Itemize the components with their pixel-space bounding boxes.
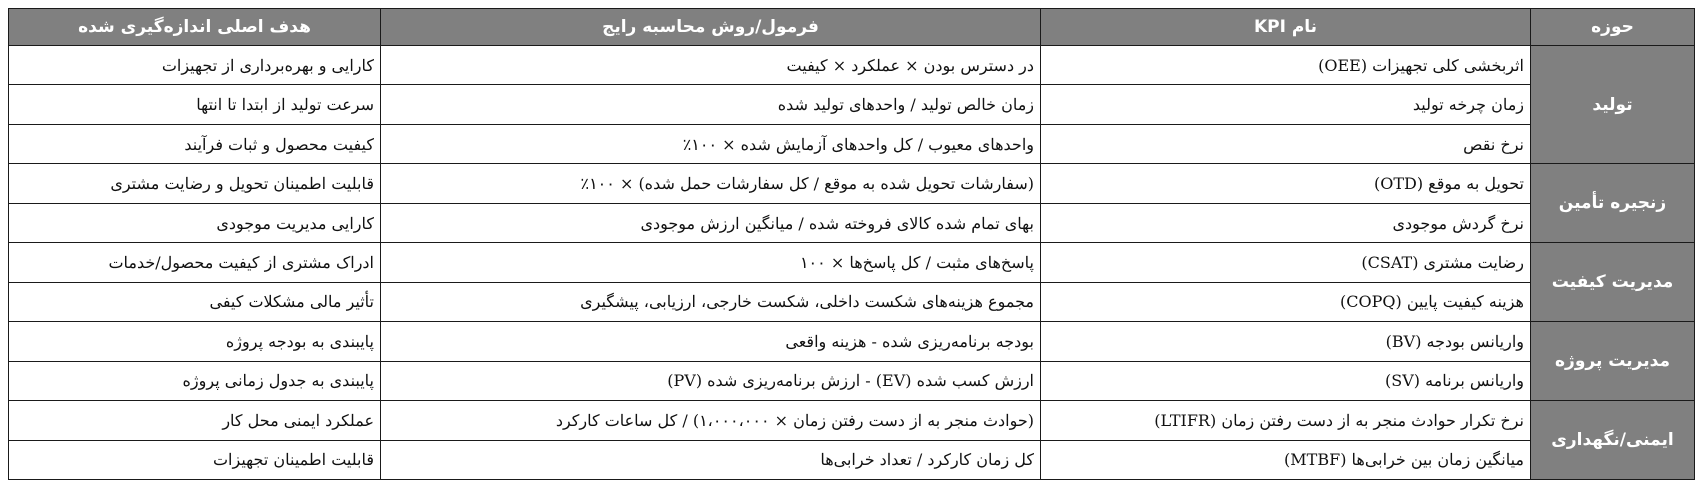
goal-cell: سرعت تولید از ابتدا تا انتها [9, 85, 381, 124]
goal-cell: قابلیت اطمینان تجهیزات [9, 440, 381, 479]
goal-cell: پایبندی به جدول زمانی پروژه [9, 361, 381, 400]
formula-cell: زمان خالص تولید / واحدهای تولید شده [381, 85, 1041, 124]
table-row [9, 282, 1695, 321]
formula-cell: در دسترس بودن × عملکرد × کیفیت [381, 46, 1041, 85]
formula-cell: پاسخ‌های مثبت / کل پاسخ‌ها × ۱۰۰ [381, 243, 1041, 282]
formula-cell: کل زمان کارکرد / تعداد خرابی‌ها [381, 440, 1041, 479]
goal-cell: قابلیت اطمینان تحویل و رضایت مشتری [9, 164, 381, 203]
formula-cell: واحدهای معیوب / کل واحدهای آزمایش شده × ۱۰۰٪ [381, 124, 1041, 163]
goal-cell: کارایی و بهره‌برداری از تجهیزات [9, 46, 381, 85]
table-row [9, 322, 1695, 361]
formula-cell: (حوادث منجر به از دست رفتن زمان × ۱،۰۰۰،۰۰۰) / کل ساعات کارکرد [381, 401, 1041, 440]
formula-cell: بهای تمام شده کالای فروخته شده / میانگین ارزش موجودی [381, 203, 1041, 242]
formula-cell: بودجه برنامه‌ریزی شده - هزینه واقعی [381, 322, 1041, 361]
table-row [9, 203, 1695, 242]
kpi-table [8, 8, 1695, 480]
formula-cell: ارزش کسب شده (EV) - ارزش برنامه‌ریزی شده (PV) [381, 361, 1041, 400]
kpi-name-cell: میانگین زمان بین خرابی‌ها (MTBF) [1041, 440, 1531, 479]
goal-cell: تأثیر مالی مشکلات کیفی [9, 282, 381, 321]
table-row [9, 243, 1695, 282]
domain-cell-supply-chain: زنجیره تأمین [1531, 164, 1695, 243]
header-goal: هدف اصلی اندازه‌گیری شده [9, 9, 381, 46]
table-row [9, 164, 1695, 203]
table-row [9, 46, 1695, 85]
kpi-name-cell: واریانس بودجه (BV) [1041, 322, 1531, 361]
goal-cell: کیفیت محصول و ثبات فرآیند [9, 124, 381, 163]
kpi-name-cell: زمان چرخه تولید [1041, 85, 1531, 124]
header-formula: فرمول/روش محاسبه رایج [381, 9, 1041, 46]
kpi-name-cell: هزینه کیفیت پایین (COPQ) [1041, 282, 1531, 321]
table-header [9, 9, 1695, 46]
domain-cell-production: تولید [1531, 46, 1695, 164]
formula-cell: (سفارشات تحویل شده به موقع / کل سفارشات حمل شده) × ۱۰۰٪ [381, 164, 1041, 203]
kpi-name-cell: تحویل به موقع (OTD) [1041, 164, 1531, 203]
kpi-name-cell: اثربخشی کلی تجهیزات (OEE) [1041, 46, 1531, 85]
table-row [9, 401, 1695, 440]
header-row [9, 9, 1695, 46]
goal-cell: کارایی مدیریت موجودی [9, 203, 381, 242]
table-row [9, 124, 1695, 163]
kpi-name-cell: نرخ تکرار حوادث منجر به از دست رفتن زمان (LTIFR) [1041, 401, 1531, 440]
goal-cell: ادراک مشتری از کیفیت محصول/خدمات [9, 243, 381, 282]
kpi-name-cell: واریانس برنامه (SV) [1041, 361, 1531, 400]
domain-cell-safety-maintenance: ایمنی/نگهداری [1531, 401, 1695, 480]
table-body [9, 46, 1695, 480]
header-kpi-name: نام KPI [1041, 9, 1531, 46]
table-row [9, 85, 1695, 124]
domain-cell-quality: مدیریت کیفیت [1531, 243, 1695, 322]
domain-cell-project: مدیریت پروژه [1531, 322, 1695, 401]
goal-cell: پایبندی به بودجه پروژه [9, 322, 381, 361]
table-row [9, 440, 1695, 479]
kpi-name-cell: نرخ گردش موجودی [1041, 203, 1531, 242]
kpi-name-cell: نرخ نقص [1041, 124, 1531, 163]
header-domain: حوزه [1531, 9, 1695, 46]
table-row [9, 361, 1695, 400]
goal-cell: عملکرد ایمنی محل کار [9, 401, 381, 440]
kpi-name-cell: رضایت مشتری (CSAT) [1041, 243, 1531, 282]
formula-cell: مجموع هزینه‌های شکست داخلی، شکست خارجی، ارزیابی، پیشگیری [381, 282, 1041, 321]
